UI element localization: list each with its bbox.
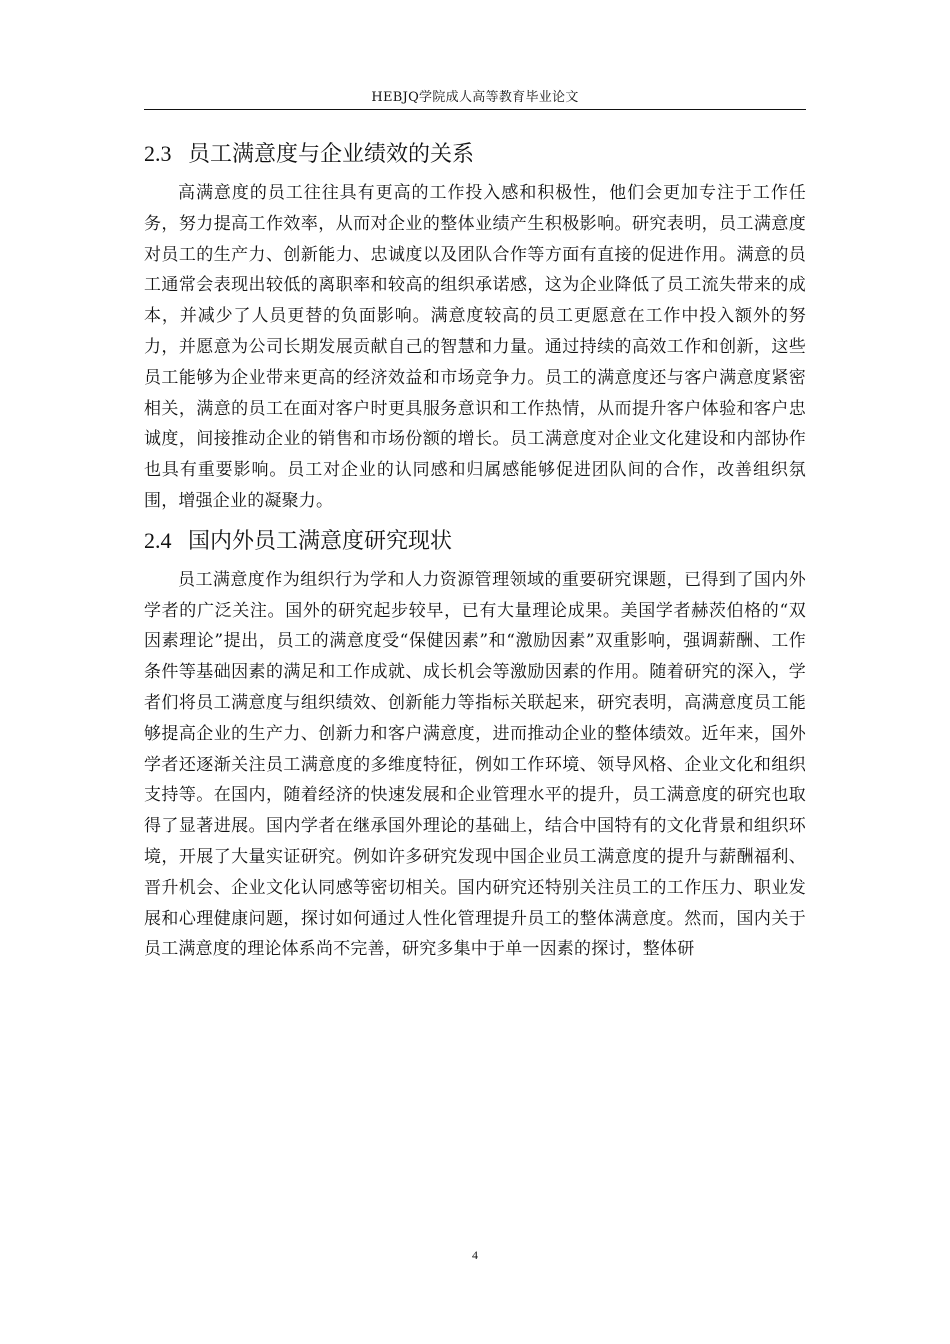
section-title: 国内外员工满意度研究现状 xyxy=(188,528,453,554)
section-number: 2.4 xyxy=(144,527,172,553)
header-rule xyxy=(144,109,806,110)
section-2-3-paragraph: 高满意度的员工往往具有更高的工作投入感和积极性，他们会更加专注于工作任务，努力提高工作效率，从而对企业的整体业绩产生积极影响。研究表明，员工满意度对员工的生产力、创新能力、忠诚度以及团队合作等方面有直接的促进作用。满意的员工通常会表现出较低的离职率和较高的组织承诺感，这为企业降低了员工流失带来的成本，并减少了人员更替的负面影响。满意度较高的员工更愿意在工作中投入额外的努力，并愿意为公司长期发展贡献自己的智慧和力量。通过持续的高效工作和创新，这些员工能够为企业带来更高的经济效益和市场竞争力。员工的满意度还与客户满意度紧密相关，满意的员工在面对客户时更具服务意识和工作热情，从而提升客户体验和客户忠诚度，间接推动企业的销售和市场份额的增长。员工满意度对企业文化建设和内部协作也具有重要影响。员工对企业的认同感和归属感能够促进团队间的合作，改善组织氛围，增强企业的凝聚力。 xyxy=(144,183,806,511)
page-number: 4 xyxy=(472,1248,478,1262)
section-title: 员工满意度与企业绩效的关系 xyxy=(188,142,475,167)
section-2-3-heading xyxy=(144,136,806,178)
section-number: 2.3 xyxy=(144,141,172,166)
section-2-4-heading xyxy=(144,523,806,565)
page-body xyxy=(144,136,806,965)
section-2-4-paragraph: 员工满意度作为组织行为学和人力资源管理领域的重要研究课题，已得到了国内外学者的广泛关注。国外的研究起步较早，已有大量理论成果。美国学者赫茨伯格的“双因素理论”提出，员工的满意度受“保健因素”和“激励因素”双重影响，强调薪酬、工作条件等基础因素的满足和工作成就、成长机会等激励因素的作用。随着研究的深入，学者们将员工满意度与组织绩效、创新能力等指标关联起来，研究表明，高满意度员工能够提高企业的生产力、创新力和客户满意度，进而推动企业的整体绩效。近年来，国外学者还逐渐关注员工满意度的多维度特征，例如工作环境、领导风格、企业文化和组织支持等。在国内，随着经济的快速发展和企业管理水平的提升，员工满意度的研究也取得了显著进展。国内学者在继承国外理论的基础上，结合中国特有的文化背景和组织环境，开展了大量实证研究。例如许多研究发现中国企业员工满意度的提升与薪酬福利、晋升机会、企业文化认同感等密切相关。国内研究还特别关注员工的工作压力、职业发展和心理健康问题，探讨如何通过人性化管理提升员工的整体满意度。然而，国内关于员工满意度的理论体系尚不完善，研究多集中于单一因素的探讨，整体研 xyxy=(144,569,806,960)
page-header: HEBJQ学院成人高等教育毕业论文 xyxy=(371,90,579,105)
